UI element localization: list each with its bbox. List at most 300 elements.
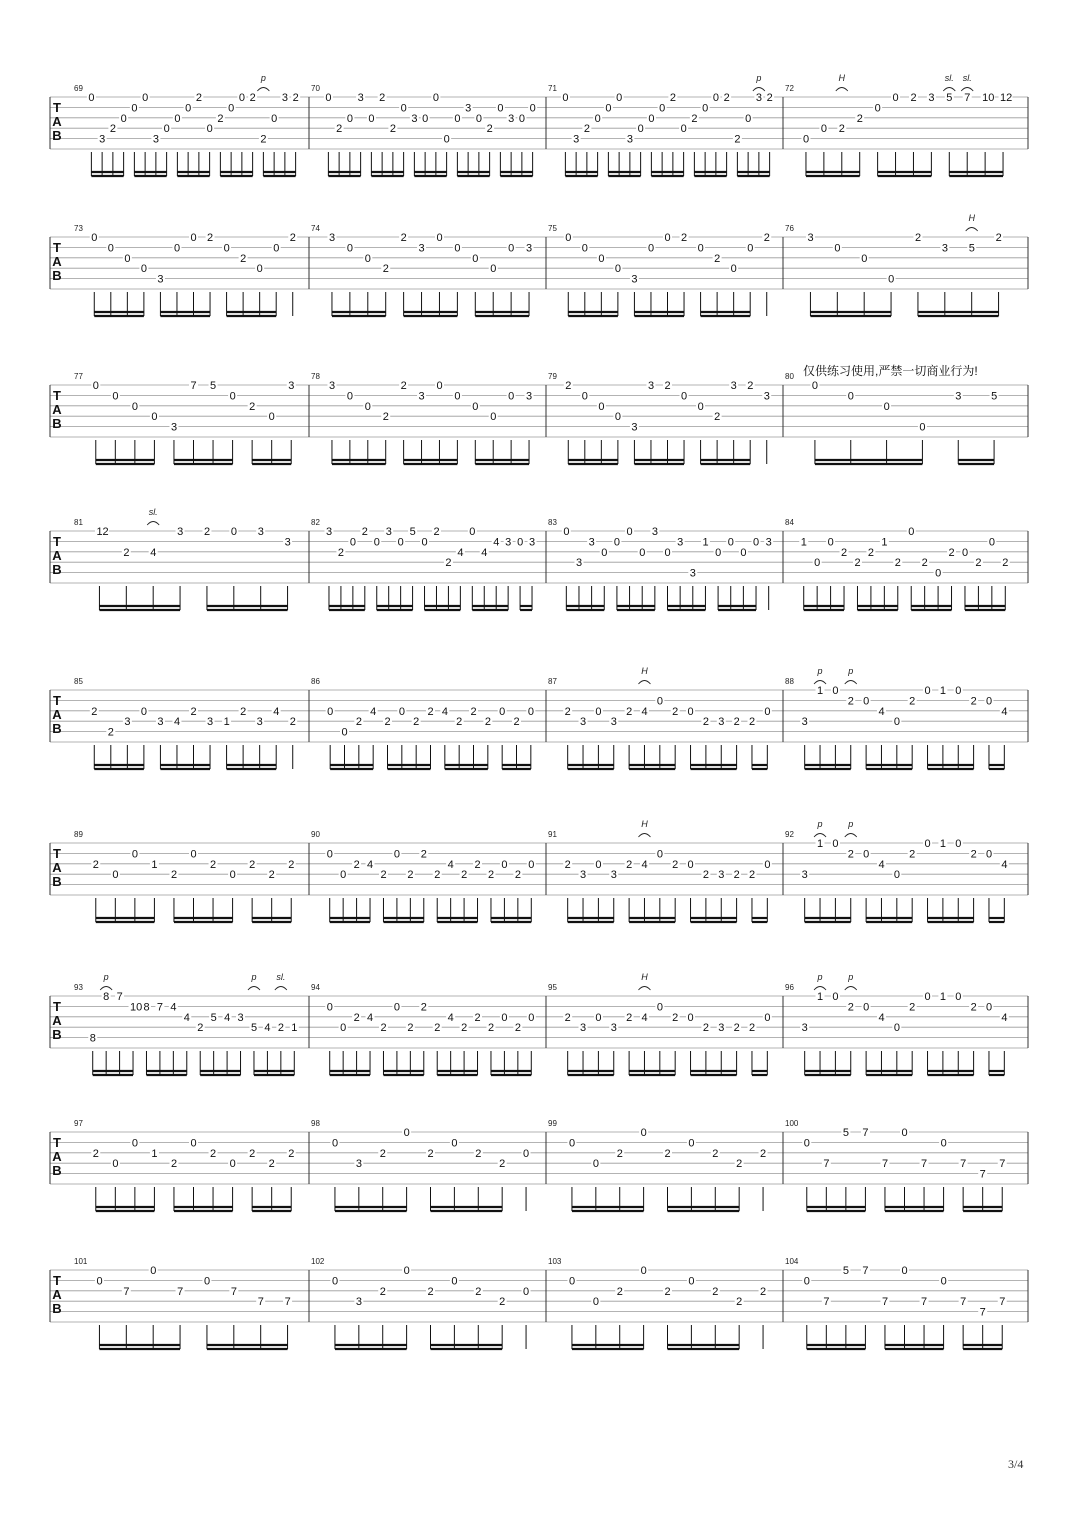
fret-number: 2 [210,858,217,871]
fret-number: 0 [764,1011,771,1024]
fret-number: 2 [910,92,917,104]
fret-number: 3 [801,869,808,882]
fret-number: 0 [190,848,197,861]
fret-number: 5 [250,1022,258,1035]
fret-number: 7 [862,1265,869,1277]
measure-number: 99 [548,1119,557,1128]
fret-number: 0 [327,705,334,718]
page-number: 3/4 [1008,1457,1024,1471]
fret-number: 2 [384,716,391,729]
fret-number: 2 [664,380,671,392]
slur-arc [845,681,857,685]
fret-number: 2 [747,380,754,392]
fret-number: 3 [651,526,658,538]
fret-number: 0 [688,1275,695,1288]
fret-number: 0 [664,546,671,559]
fret-number: 1 [939,991,947,1003]
fret-number: 0 [454,112,461,125]
fret-number: 2 [107,726,114,739]
measure-number: 71 [548,84,557,93]
fret-number: 2 [92,1147,99,1160]
slur-arc [845,834,857,838]
fret-number: 0 [955,991,962,1003]
fret-number: 3 [256,716,263,729]
fret-number: 2 [733,1022,740,1035]
fret-number: 2 [856,112,863,125]
fret-number: 4 [273,705,280,718]
fret-number: 2 [564,705,571,718]
fret-number: 0 [892,92,899,104]
fret-number: 2 [712,1285,719,1298]
fret-number: 0 [961,546,969,559]
slur-arc [257,88,269,92]
fret-number: 3 [357,92,364,104]
fret-number: 3 [718,869,725,882]
fret-number: 2 [170,869,178,882]
fret-number: 0 [640,1265,647,1277]
fret-number: 0 [687,705,694,718]
fret-number: 0 [150,1265,157,1277]
fret-number: 2 [288,858,295,871]
fret-number: 2 [249,92,256,104]
slur-arc [638,987,650,991]
fret-number: 0 [592,1296,599,1309]
fret-number: 0 [740,546,747,559]
fret-number: 0 [271,112,278,125]
fret-number: 0 [454,390,461,403]
tab-clef-letter: A [52,1287,62,1302]
fret-number: 7 [921,1296,928,1309]
fret-number: 2 [669,92,676,104]
fret-number: 4 [481,546,488,559]
fret-number: 7 [257,1296,264,1309]
fret-number: 2 [616,1147,623,1160]
tab-clef-letter: A [52,1149,62,1164]
fret-number: 7 [999,1296,1006,1309]
tab-clef-letter: B [52,1027,62,1042]
fret-number: 3 [526,242,533,255]
fret-number: 0 [893,716,900,729]
fret-number: 7 [823,1158,830,1171]
fret-number: 3 [718,1022,725,1035]
fret-number: 0 [529,102,536,115]
fret-number: 0 [151,411,158,424]
fret-number: 4 [150,546,157,559]
fret-number: 0 [527,705,534,718]
fret-number: 2 [766,92,773,104]
fret-number: 0 [499,705,506,718]
fret-number: 0 [528,858,535,871]
slur-arc [248,987,260,991]
fret-number: 2 [433,526,440,538]
fret-number: 2 [400,232,407,244]
fret-number: 0 [185,102,192,115]
fret-number: 4 [367,858,374,871]
fret-number: 0 [326,848,333,861]
fret-number: 0 [140,705,148,718]
measure-number: 75 [548,224,557,233]
fret-number: 0 [443,133,450,146]
measure-number: 104 [785,1257,799,1266]
fret-number: 2 [210,1147,217,1160]
fret-number: 0 [490,411,497,424]
technique-mark: p [848,972,854,982]
fret-number: 0 [393,1001,401,1014]
fret-number: 4 [224,1011,231,1024]
fret-number: 7 [862,1127,869,1139]
fret-number: 12 [1000,92,1013,104]
fret-number: 0 [326,1001,333,1014]
fret-number: 0 [228,102,235,115]
fret-number: 2 [909,695,916,708]
fret-number: 5 [946,92,953,104]
fret-number: 2 [260,133,267,146]
fret-number: 5 [991,390,998,403]
measure-number: 85 [74,677,83,686]
fret-number: 0 [331,1275,339,1288]
fret-number: 0 [131,102,138,115]
fret-number: 0 [640,1127,647,1139]
fret-number: 4 [878,858,885,871]
fret-number: 7 [979,1168,986,1181]
slur-arc [943,88,955,92]
fret-number: 3 [281,92,288,104]
fret-number: 0 [523,1285,530,1298]
fret-number: 0 [595,858,602,871]
fret-number: 0 [908,526,915,538]
fret-number: 0 [811,380,819,392]
fret-number: 0 [827,536,834,549]
measure-number: 70 [311,84,320,93]
technique-mark: H [641,972,648,982]
fret-number: 2 [353,1011,360,1024]
fret-number: 3 [610,716,617,729]
fret-number: 2 [353,858,360,871]
fret-number: 1 [223,716,230,729]
fret-number: 3 [505,536,512,549]
fret-number: 3 [801,716,808,729]
fret-number: 0 [861,252,868,265]
measure-number: 88 [785,677,794,686]
fret-number: 2 [420,1001,427,1014]
fret-number: 0 [940,1137,947,1150]
fret-number: 3 [157,273,164,286]
fret-number: 0 [432,92,439,104]
fret-number: 2 [748,869,756,882]
fret-number: 0 [523,1147,530,1160]
fret-number: 2 [240,705,247,718]
fret-number: 0 [112,390,119,403]
fret-number: 7 [823,1296,830,1309]
fret-number: 7 [230,1285,237,1298]
fret-number: 2 [626,1011,633,1024]
fret-number: 2 [702,1022,710,1035]
fret-number: 2 [249,858,256,871]
fret-number: 0 [131,400,138,413]
fret-number: 0 [562,92,569,104]
fret-number: 0 [687,858,694,871]
fret-number: 2 [195,92,202,104]
fret-number: 0 [985,848,993,861]
measure-number: 74 [311,224,320,233]
tab-clef-letter: T [53,388,61,403]
fret-number: 7 [960,1158,967,1171]
measure-number: 98 [311,1119,320,1128]
fret-number: 1 [800,536,807,549]
fret-number: 3 [418,390,425,403]
measure-number: 86 [311,677,320,686]
fret-number: 0 [901,1265,908,1277]
fret-number: 0 [91,232,98,244]
fret-number: 2 [217,112,224,125]
fret-number: 7 [999,1158,1006,1171]
measure-number: 96 [785,983,794,992]
fret-number: 3 [580,869,587,882]
fret-number: 2 [277,1022,284,1035]
fret-number: 3 [765,536,772,549]
fret-number: 2 [847,1001,854,1014]
fret-number: 2 [109,123,116,136]
fret-number: 0 [238,92,245,104]
fret-number: 2 [389,123,396,136]
fret-number: 0 [163,123,170,136]
fret-number: 0 [517,536,524,549]
measure-number: 79 [548,372,557,381]
fret-number: 0 [325,92,332,104]
fret-number: 2 [564,1011,571,1024]
fret-number: 5 [210,380,217,392]
measure-number: 93 [74,983,83,992]
fret-number: 0 [955,685,962,697]
fret-number: 0 [702,102,709,115]
fret-number: 0 [598,400,605,413]
fret-number: 2 [268,1158,275,1171]
tab-clef-letter: A [52,402,62,417]
fret-number: 0 [563,526,570,538]
fret-number: 2 [626,858,633,871]
measure-number: 72 [785,84,794,93]
fret-number: 5 [968,242,975,255]
fret-number: 3 [288,380,295,392]
measure-number: 78 [311,372,320,381]
fret-number: 0 [173,242,181,255]
fret-number: 0 [190,232,197,244]
slur-arc [814,681,826,685]
fret-number: 3 [124,716,131,729]
fret-number: 0 [346,390,353,403]
fret-number: 4 [264,1022,271,1035]
fret-number: 0 [601,546,608,559]
fret-number: 3 [170,421,178,434]
fret-number: 1 [939,838,947,850]
technique-mark: p [251,972,257,982]
technique-mark: p [756,73,762,83]
fret-number: 2 [734,133,741,146]
fret-number: 0 [940,1275,947,1288]
fret-number: 0 [508,242,515,255]
fret-number: 10 [982,92,995,104]
fret-number: 0 [985,1001,993,1014]
fret-number: 2 [691,112,698,125]
fret-number: 3 [529,536,536,549]
measure-number: 83 [548,518,557,527]
fret-number: 0 [112,1158,119,1171]
fret-number: 0 [340,1022,347,1035]
tab-clef-letter: B [52,874,62,889]
fret-number: 0 [393,848,401,861]
fret-number: 0 [190,1137,197,1150]
fret-number: 0 [863,848,870,861]
fret-number: 2 [240,252,247,265]
fret-number: 2 [1002,557,1009,570]
fret-number: 0 [614,263,622,276]
tab-clef-letter: B [52,721,62,736]
fret-number: 4 [170,1001,177,1014]
fret-number: 2 [461,1022,468,1035]
fret-number: 2 [723,92,730,104]
technique-mark: p [848,819,854,829]
slur-arc [814,834,826,838]
fret-number: 0 [614,411,622,424]
fret-number: 0 [472,400,479,413]
slur-arc [814,987,826,991]
fret-number: 0 [919,421,926,434]
fret-number: 2 [170,1158,178,1171]
fret-number: 2 [474,858,481,871]
fret-number: 0 [436,232,443,244]
fret-number: 2 [841,546,848,559]
fret-number: 0 [595,1011,602,1024]
fret-number: 3 [801,1022,808,1035]
fret-number: 3 [807,232,814,244]
fret-number: 7 [979,1306,986,1319]
fret-number: 4 [367,1011,374,1024]
technique-mark: sl. [944,73,954,83]
fret-number: 1 [151,1147,158,1160]
fret-number: 0 [988,536,995,549]
fret-number: 0 [206,123,213,136]
fret-number: 2 [583,123,590,136]
measure-number: 100 [785,1119,799,1128]
fret-number: 2 [760,1147,767,1160]
fret-number: 2 [91,705,98,718]
fret-number: 1 [291,1022,298,1035]
fret-number: 3 [99,133,106,146]
fret-number: 3 [941,242,948,255]
fret-number: 3 [465,102,472,115]
fret-number: 2 [736,1296,743,1309]
fret-number: 0 [592,1158,599,1171]
tab-clef-letter: T [53,534,61,549]
fret-number: 0 [508,390,515,403]
fret-number: 0 [475,112,482,125]
fret-number: 2 [733,869,740,882]
tab-clef-letter: B [52,1301,62,1316]
fret-number: 2 [867,546,875,559]
fret-number: 8 [143,1001,150,1014]
fret-number: 0 [403,1127,410,1139]
technique-mark: p [103,972,109,982]
fret-number: 2 [380,1022,387,1035]
fret-number: 2 [197,1022,204,1035]
fret-number: 7 [881,1296,889,1309]
slur-arc [836,88,848,92]
fret-number: 2 [714,252,721,265]
fret-number: 0 [469,526,476,538]
fret-number: 0 [349,536,356,549]
measure-number: 76 [785,224,794,233]
tab-clef-letter: T [53,846,61,861]
fret-number: 0 [688,1137,695,1150]
fret-number: 0 [616,92,623,104]
fret-number: 0 [893,1022,900,1035]
fret-number: 3 [610,1022,617,1035]
fret-number: 3 [730,380,737,392]
fret-number: 0 [490,263,497,276]
fret-number: 2 [763,232,770,244]
fret-number: 4 [1001,1011,1008,1024]
fret-number: 0 [680,123,687,136]
fret-number: 2 [847,848,854,861]
fret-number: 3 [763,390,770,403]
fret-number: 2 [838,123,845,136]
fret-number: 0 [730,263,737,276]
fret-number: 0 [142,92,149,104]
fret-number: 0 [637,123,644,136]
fret-number: 2 [499,1296,506,1309]
measure-number: 69 [74,84,83,93]
fret-number: 3 [689,567,696,580]
fret-number: 4 [641,1011,648,1024]
fret-number: 0 [753,536,760,549]
fret-number: 2 [748,716,756,729]
fret-number: 2 [616,1285,623,1298]
fret-number: 4 [1001,858,1008,871]
slur-arc [147,522,159,526]
tab-clef-letter: T [53,693,61,708]
tab-clef-letter: A [52,707,62,722]
fret-number: 2 [361,526,368,538]
fret-number: 3 [647,380,655,392]
measure-number: 94 [311,983,320,992]
fret-number: 2 [268,869,275,882]
fret-number: 3 [588,536,595,549]
fret-number: 7 [284,1296,291,1309]
fret-number: 3 [580,716,587,729]
fret-number: 0 [223,242,230,255]
fret-number: 7 [116,991,123,1003]
fret-number: 2 [427,1285,434,1298]
tab-clef-letter: T [53,240,61,255]
fret-number: 4 [1001,705,1008,718]
slur-arc [966,228,978,232]
fret-number: 0 [364,252,371,265]
fret-number: 2 [854,557,861,570]
fret-number: 2 [921,557,928,570]
fret-number: 0 [595,705,602,718]
fret-number: 0 [863,695,870,708]
slur-arc [961,88,973,92]
fret-number: 0 [403,1265,410,1277]
fret-number: 0 [422,112,429,125]
fret-number: 3 [177,526,184,538]
fret-number: 1 [151,858,158,871]
fret-number: 2 [249,400,256,413]
tab-clef-letter: B [52,268,62,283]
fret-number: 3 [610,869,617,882]
fret-number: 0 [893,869,900,882]
fret-number: 0 [341,726,348,739]
